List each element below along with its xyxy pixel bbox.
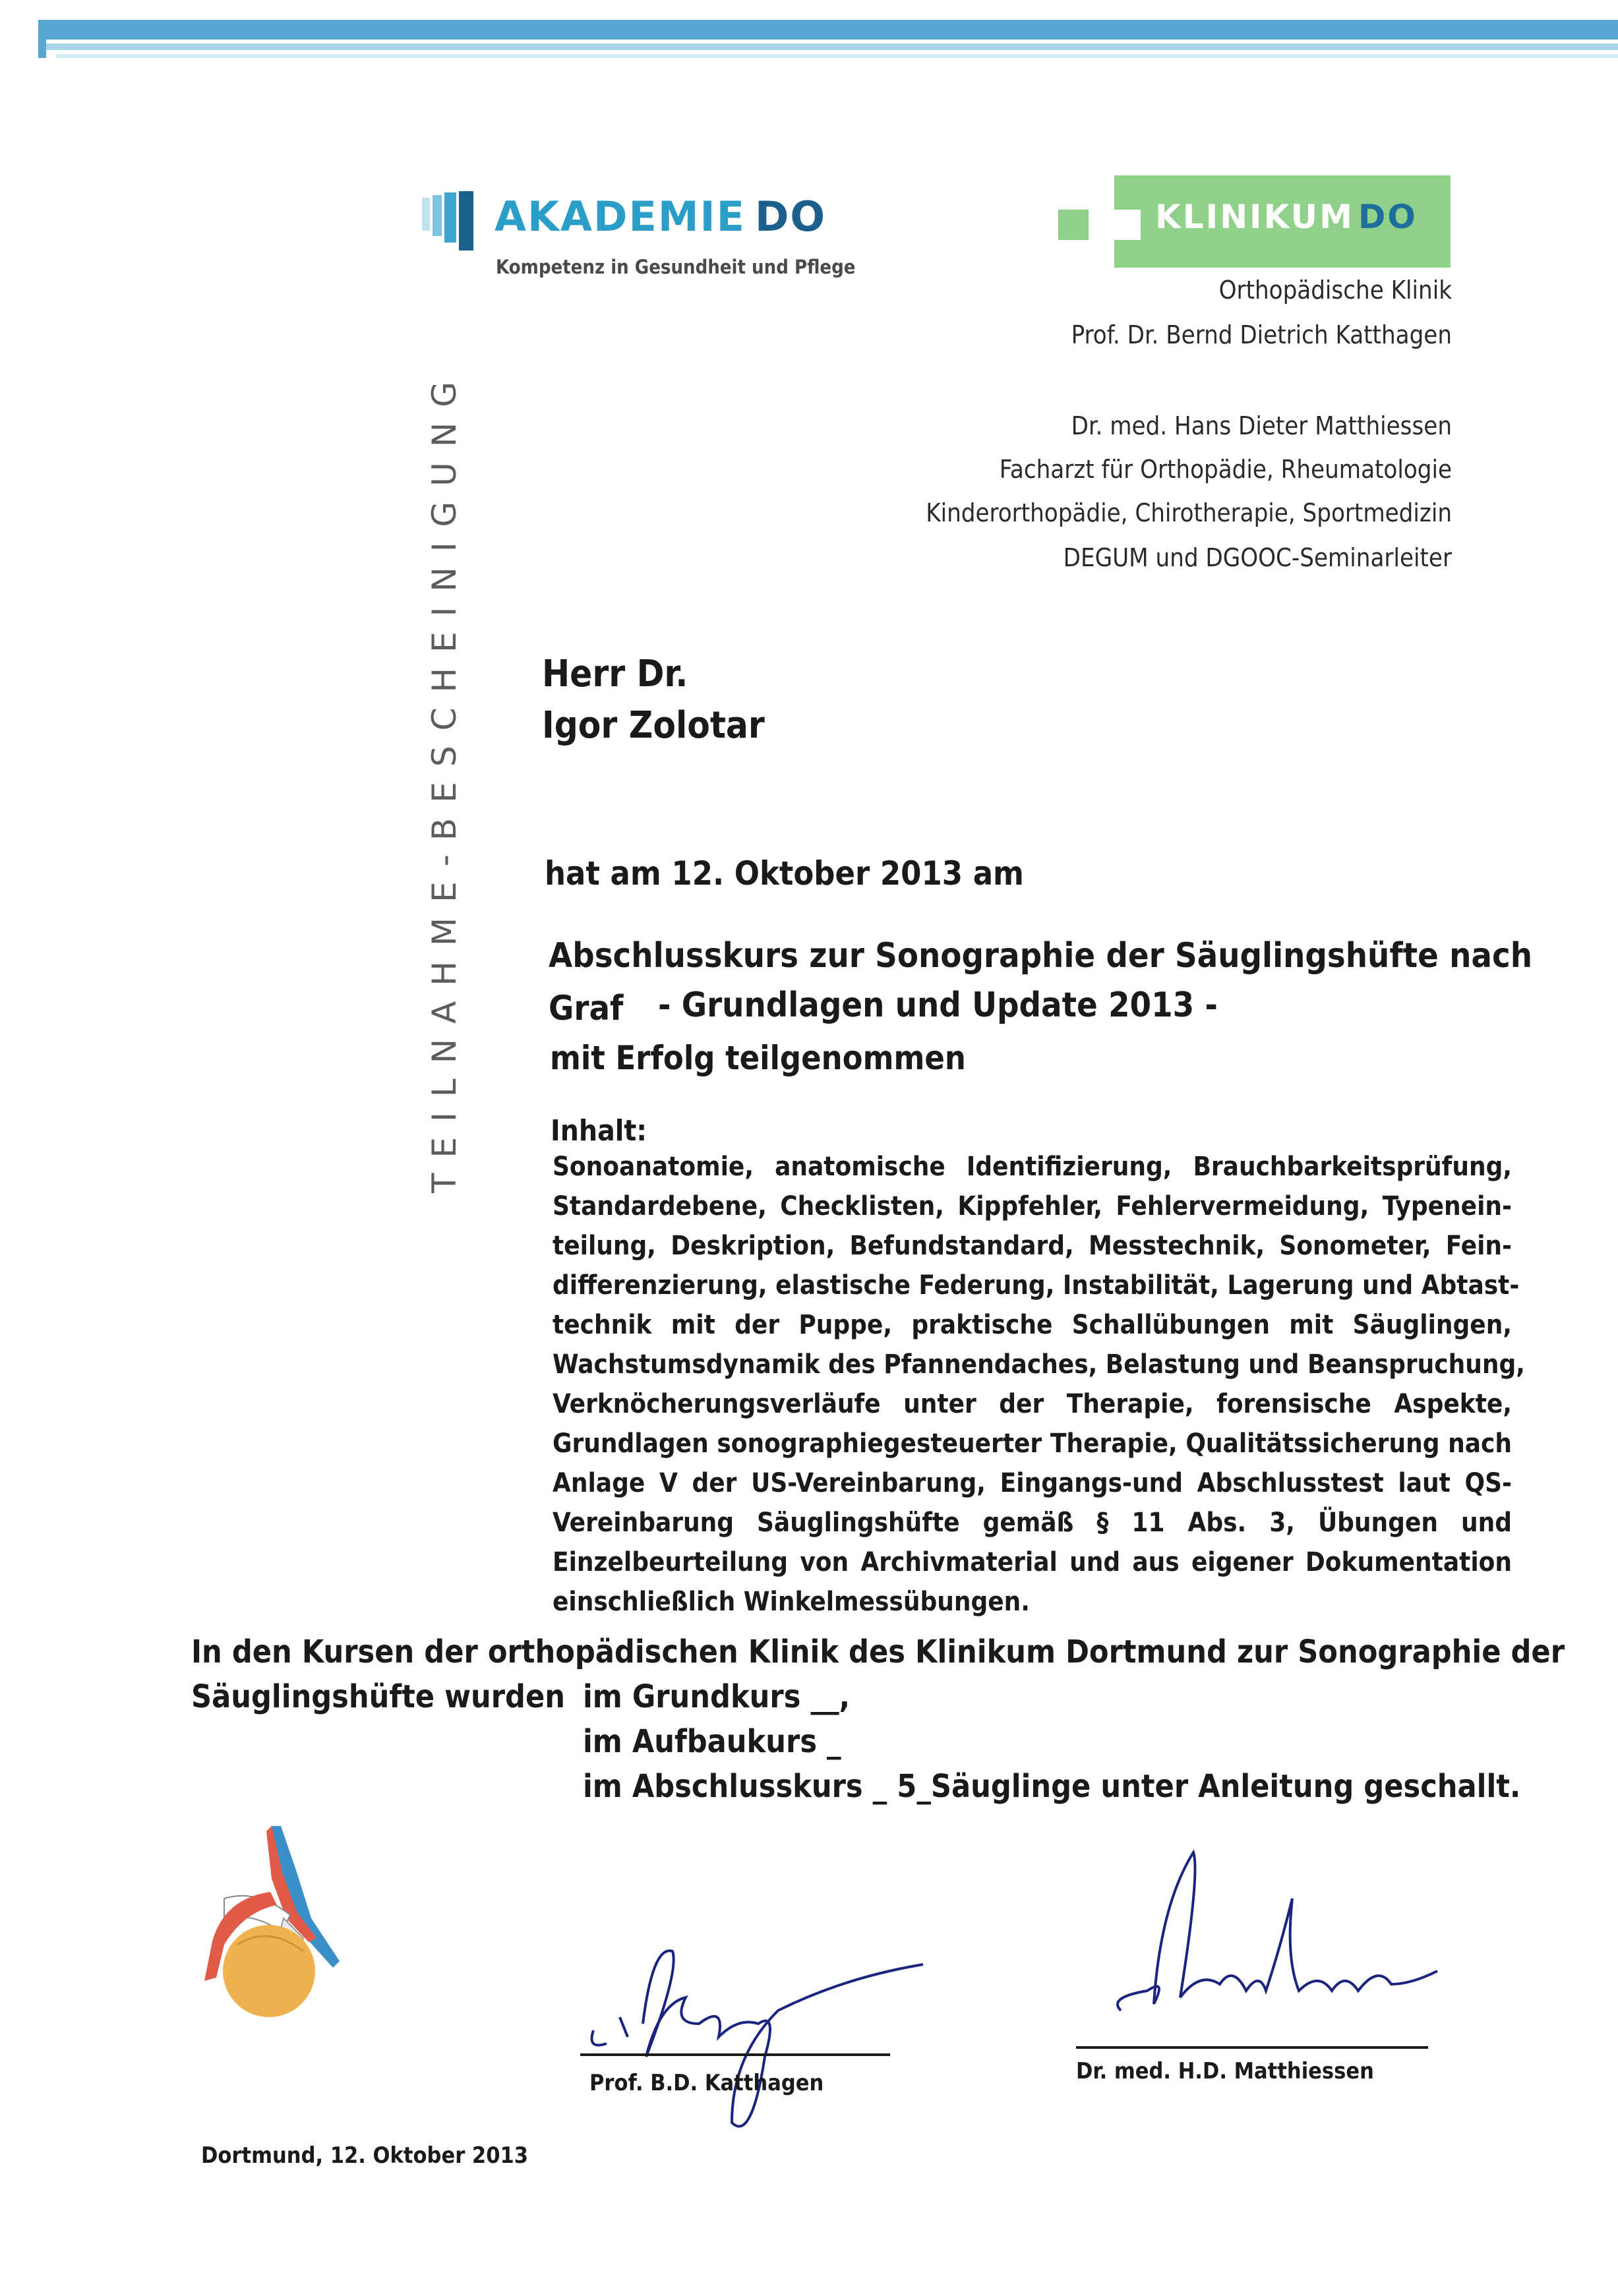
signature-line-left: [580, 2053, 890, 2056]
date-line: hat am 12. Oktober 2013 am: [545, 854, 1024, 893]
signature-matthiessen: [1068, 1839, 1464, 2050]
klinikum-logo-notch: [1114, 210, 1141, 240]
akademie-logo-text: AKADEMIE DO: [494, 192, 827, 241]
signature-katthagen: [580, 1925, 949, 2162]
recipient-name: Igor Zolotar: [542, 704, 765, 747]
inhalt-text: [553, 1147, 1525, 1622]
inhalt-line: Einzelbeurteilung von Archivmaterial und aus eigener Dokumentation: [553, 1547, 1512, 1577]
inhalt-line: Vereinbarung Säuglingshüfte gemäß § 11 Abs. 3, Übungen und: [553, 1508, 1512, 1538]
inhalt-line: technik mit der Puppe, praktische Schallübungen mit Säuglingen,: [553, 1310, 1512, 1340]
inhalt-line: Anlage V der US-Vereinbarung, Eingangs-und Abschlusstest laut QS-: [553, 1468, 1512, 1498]
kurse-intro-line1: In den Kursen der orthopädischen Klinik des Klinikum Dortmund zur Sonographie der: [191, 1634, 1565, 1670]
inhalt-title: Inhalt:: [551, 1114, 647, 1148]
course-title-line2b: - Grundlagen und Update 2013 -: [658, 986, 1218, 1025]
klinik-head: Prof. Dr. Bernd Dietrich Katthagen: [1071, 320, 1452, 349]
klinikum-logo-square: [1058, 210, 1089, 240]
place-date: Dortmund, 12. Oktober 2013: [201, 2142, 529, 2169]
doctor-specialty: Facharzt für Orthopädie, Rheumatologie: [999, 455, 1452, 484]
inhalt-line: Grundlagen sonographiegesteuerter Therapie, Qualitätssicherung nach: [553, 1428, 1512, 1459]
inhalt-line: Sonoanatomie, anatomische Identifizierung, Brauchbarkeitsprüfung,: [553, 1152, 1512, 1182]
akademie-tagline: Kompetenz in Gesundheit und Pflege: [496, 256, 856, 278]
klinikum-logo-text: KLINIKUM DO: [1155, 198, 1418, 236]
kurse-aufbaukurs: im Aufbaukurs _: [583, 1723, 841, 1760]
recipient-salutation: Herr Dr.: [542, 653, 688, 695]
top-border-corner: [38, 20, 46, 58]
signature-name-left: Prof. B.D. Katthagen: [589, 2070, 824, 2096]
top-border-bar-light: [46, 44, 1618, 50]
hip-joint-illustration: [198, 1826, 349, 2037]
inhalt-line: teilung, Deskription, Befundstandard, Messtechnik, Sonometer, Fein-: [553, 1231, 1512, 1261]
klinik-department: Orthopädische Klinik: [1218, 276, 1452, 305]
kurse-grundkurs: im Grundkurs __,: [583, 1678, 851, 1715]
akademie-logo-icon: [422, 191, 475, 250]
course-title-line2a: Graf: [549, 989, 624, 1028]
certificate-title-vertical: TEILNAHME-BESCHEINIGUNG: [425, 366, 464, 1193]
top-border-bar: [38, 20, 1618, 40]
inhalt-line: einschließlich Winkelmessübungen.: [553, 1587, 1030, 1617]
doctor-name: Dr. med. Hans Dieter Matthiessen: [1071, 411, 1452, 440]
course-title-line1: Abschlusskurs zur Sonographie der Säuglingshüfte nach: [549, 936, 1533, 976]
kurse-intro-line2: Säuglingshüfte wurden: [191, 1678, 565, 1715]
top-border-bar-lighter: [56, 54, 1618, 58]
inhalt-line: Standardebene, Checklisten, Kippfehler, Fehlervermeidung, Typenein-: [553, 1191, 1512, 1222]
inhalt-line: Wachstumsdynamik des Pfannendaches, Belastung und Beanspruchung,: [553, 1349, 1525, 1380]
kurse-abschlusskurs: im Abschlusskurs _ 5_Säuglinge unter Anleitung geschallt.: [583, 1768, 1521, 1805]
signature-line-right: [1076, 2046, 1428, 2049]
doctor-specialty-2: Kinderorthopädie, Chirotherapie, Sportmedizin: [926, 498, 1452, 527]
inhalt-line: Verknöcherungsverläufe unter der Therapie, forensische Aspekte,: [553, 1389, 1512, 1419]
course-result: mit Erfolg teilgenommen: [550, 1039, 966, 1077]
signature-name-right: Dr. med. H.D. Matthiessen: [1076, 2058, 1374, 2084]
inhalt-line: differenzierung, elastische Federung, Instabilität, Lagerung und Abtast-: [553, 1270, 1520, 1301]
doctor-role: DEGUM und DGOOC-Seminarleiter: [1063, 543, 1452, 572]
